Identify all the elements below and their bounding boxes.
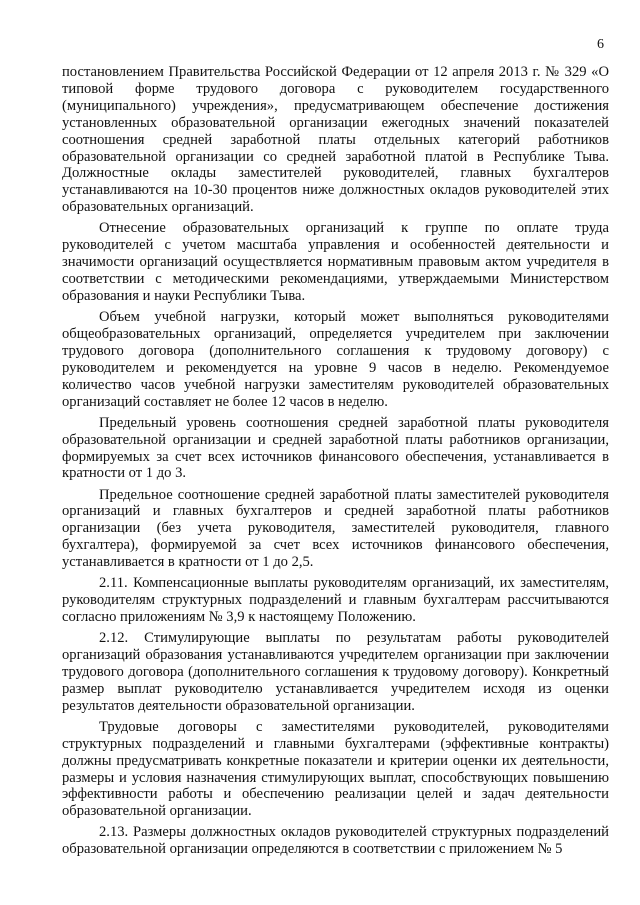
paragraph: Предельное соотношение средней заработной платы заместителей руководителя организаций и главных бухгалтеров и средней заработной платы работников организации (без учета руководителя, заместителей руководителя, главного бухгалтера), формируемой за счет всех источников финансового обеспечения, устанавливается в кратности от 1 до 2,5. — [62, 486, 609, 571]
paragraph: 2.12. Стимулирующие выплаты по результатам работы руководителей организаций образования устанавливаются учредителем организации при заключении трудового договора (дополнительного соглашения к трудовому договору). Конкретный размер выплат руководителю устанавливается учредителем исходя из оценки результатов деятельности образовательной организации. — [62, 630, 609, 714]
paragraph: Объем учебной нагрузки, который может выполняться руководителями общеобразовательных организаций, определяется учредителем при заключении трудового договора (дополнительного соглашения к трудовому договору) с руководителем и рекомендуется на уровне 9 часов в неделю. Рекомендуемое количество часов учебной нагрузки заместителям руководителей образовательных организаций составляет не более 12 часов в неделю. — [62, 309, 609, 410]
paragraph: Предельный уровень соотношения средней заработной платы руководителя образовательной организации и средней заработной платы работников организации, формируемых за счет всех источников финансового обеспечения, устанавливается в кратности от 1 до 3. — [62, 414, 609, 482]
paragraph: постановлением Правительства Российской Федерации от 12 апреля 2013 г. № 329 «О типовой форме трудового договора с руководителем государственного (муниципального) учреждения», предусматривающем обеспечение достижения установленных образовательной организации ежегодных значений показателей соотношения средней заработной платы отдельных категорий работников образовательной организации со средней заработной платой в Республике Тыва. Должностные оклады заместителей руководителей, главных бухгалтеров устанавливаются на 10-30 процентов ниже должностных окладов руководителей этих образовательных организаций. — [62, 64, 609, 216]
paragraph: 2.11. Компенсационные выплаты руководителям организаций, их заместителям, руководителям структурных подразделений и главным бухгалтерам рассчитываются согласно приложениям № 3,9 к настоящему Положению. — [62, 575, 609, 626]
paragraph: Трудовые договоры с заместителями руководителей, руководителями структурных подразделений и главными бухгалтерами (эффективные контракты) должны предусматривать конкретные показатели и критерии оценки их деятельности, размеры и условия назначения стимулирующих выплат, способствующих повышению эффективности работы и обеспечению реализации целей и задач деятельности образовательной организации. — [62, 718, 609, 820]
document-body — [62, 64, 609, 858]
paragraph: Отнесение образовательных организаций к группе по оплате труда руководителей с учетом масштаба управления и особенностей деятельности и значимости организаций осуществляется нормативным правовым актом учредителя в соответствии с методическими рекомендациями, утверждаемыми Министерством образования и науки Республики Тыва. — [62, 220, 609, 304]
page-number: 6 — [597, 37, 604, 52]
paragraph: 2.13. Размеры должностных окладов руководителей структурных подразделений образовательной организации определяются в соответствии с приложением № 5 — [62, 824, 609, 858]
